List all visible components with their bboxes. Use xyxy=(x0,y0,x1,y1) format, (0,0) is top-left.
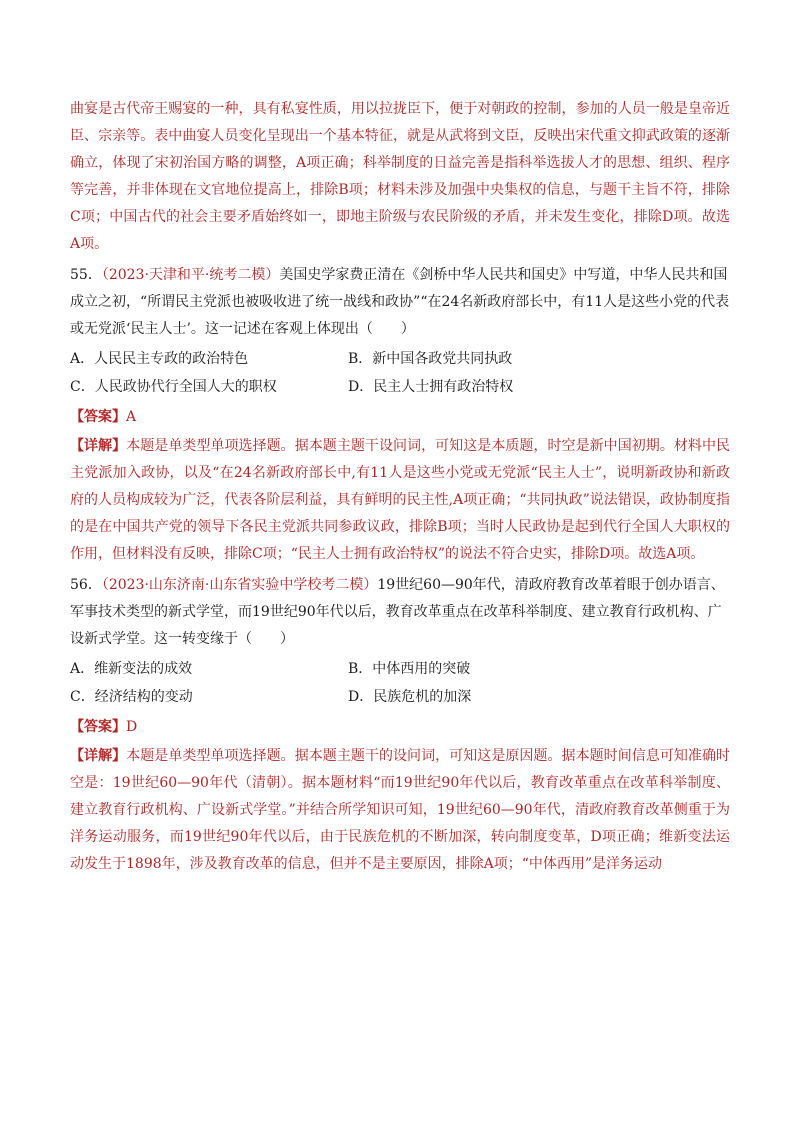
question-56-option-a: A．维新变法的成效 xyxy=(70,661,193,677)
question-55-analysis-tag: 【详解】 xyxy=(70,438,127,454)
question-55-option-a: A．人民民主专政的政治特色 xyxy=(70,351,249,367)
question-55-number: 55． xyxy=(70,267,102,283)
question-55-answer xyxy=(70,403,730,431)
intro-analysis-block xyxy=(70,96,730,258)
question-56-answer-value: D xyxy=(126,719,138,735)
question-56-answer xyxy=(70,713,730,741)
question-55-header xyxy=(70,262,730,343)
question-56-answer-tag: 【答案】 xyxy=(70,719,126,735)
question-56-option-c: C．经济结构的变动 xyxy=(70,689,193,705)
question-56-option-d: D．民族危机的加深 xyxy=(348,689,472,705)
question-56-options xyxy=(70,655,730,711)
question-55-source: （2023·天津和平·统考二模） xyxy=(101,267,280,283)
question-55-stem: 美国史学家费正清在《剑桥中华人民共和国史》中写道，中华人民共和国成立之初，“所谓民主党派也被吸收进了统一战线和政协”“在24名新政府部长中，有11人是这些小党的代表或无党派‘民主人士’。这一记述在客观上体现出（ ） xyxy=(70,267,730,337)
question-56-source: （2023·山东济南·山东省实验中学校考二模） xyxy=(101,577,378,593)
question-56-analysis-text: 本题是单类型单项选择题。据本题主题干的设问词，可知这是原因题。据本题时间信息可知准确时空是：19世纪60—90年代（清朝）。据本题材料“而19世纪90年代以后，教育改革重点在改革科举制度、建立教育行政机构、广设新式学堂。”并结合所学知识可知，19世纪60—90年代，清政府教育改革侧重于为洋务运动服务，而19世纪90年代以后，由于民族危机的不断加深，转向制度变革，D项正确；维新变法运动发生于1898年，涉及教育改革的信息，但并不是主要原因，排除A项；“中体西用”是洋务运动 xyxy=(70,748,731,872)
question-56-option-b: B．中体西用的突破 xyxy=(348,661,471,677)
intro-analysis-text: 曲宴是古代帝王赐宴的一种，具有私宴性质，用以拉拢臣下，便于对朝政的控制，参加的人员一般是皇帝近臣、宗亲等。表中曲宴人员变化呈现出一个基本特征，就是从武将到文臣，反映出宋代重文抑武政策的逐渐确立，体现了宋初治国方略的调整，A项正确；科举制度的日益完善是指科举选拔人才的思想、组织、程序等完善，并非体现在文官地位提高上，排除B项；材料未涉及加强中央集权的信息，与题干主旨不符，排除C项；中国古代的社会主要矛盾始终如一，即地主阶级与农民阶级的矛盾，并未发生变化，排除D项。故选A项。 xyxy=(70,101,730,252)
question-55-answer-value: A xyxy=(126,409,137,425)
question-56-stem: 19世纪60—90年代，清政府教育改革着眼于创办语言、军事技术类型的新式学堂，而19世纪90年代以后，教育改革重点在改革科举制度、建立教育行政机构、广设新式学堂。这一转变缘于（ ） xyxy=(70,577,725,647)
question-55 xyxy=(70,262,730,568)
question-56 xyxy=(70,572,730,878)
question-55-option-c: C．人民政协代行全国人大的职权 xyxy=(70,379,277,395)
question-55-option-d: D．民主人士拥有政治特权 xyxy=(348,379,514,395)
question-55-options xyxy=(70,345,730,401)
question-55-analysis-text: 本题是单类型单项选择题。据本题主题干设问词，可知这是本质题，时空是新中国初期。材料中民主党派加入政协，以及“在24名新政府部长中,有11人是这些小党或无党派“民主人士”，说明新政协和新政府的人员构成较为广泛，代表各阶层利益，具有鲜明的民主性,A项正确；“共同执政”说法错误，政协制度指的是在中国共产党的领导下各民主党派共同参政议政，排除B项；当时人民政协是起到代行全国人大职权的作用，但材料没有反映，排除C项；“民主人士拥有政治特权”的说法不符合史实，排除D项。故选A项。 xyxy=(70,438,731,562)
question-55-analysis xyxy=(70,433,730,568)
question-56-analysis-tag: 【详解】 xyxy=(70,748,127,764)
question-55-answer-tag: 【答案】 xyxy=(70,409,126,425)
question-56-number: 56． xyxy=(70,577,102,593)
question-56-header xyxy=(70,572,730,653)
question-56-analysis xyxy=(70,743,730,878)
document-page xyxy=(70,96,730,882)
question-55-option-b: B．新中国各政党共同执政 xyxy=(348,351,513,367)
